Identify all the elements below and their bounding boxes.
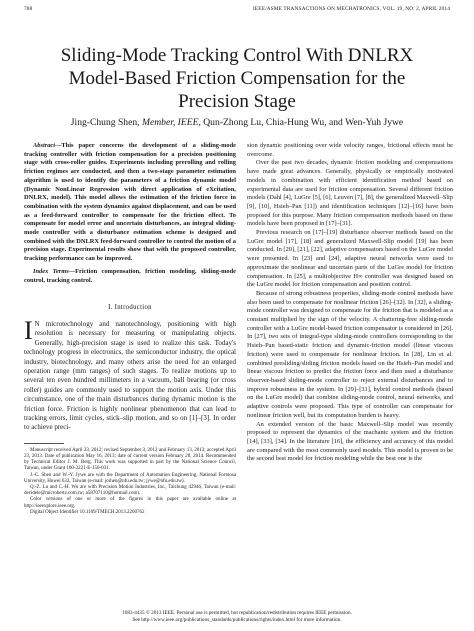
index-terms-text: —Friction compensation, friction modeling, sliding-mode control, tracking control. [24,267,236,284]
author-list [30,117,444,128]
body-paragraph: Over the past two decades, dynamic friction modeling and compensations have made great advances. Generally, physically or empirically motivated models in combination with efficient identification method based on experimental data are used for friction compensation. Several different friction models (Dahl [4], LuGre [5], [6], Leuven [7], [8], the generalized Maxwell–Slip [9], [10], Hsieh–Pan [11]) and identification techniques [12]–[16] have been proposed for this purpose. Many friction compensation methods based on these models have been proposed in [17]–[31]. [247,159,453,228]
body-paragraph: Previous research on [17]–[19] disturbance observer methods based on the LuGre model [17], [18] and generalized Maxwell-Slip model [19] has been conducted. In [20], [21], [22], adaptive compensators based on the LuGre model were presented. In [23] and [24], adaptive neural networks were used to approximate the nonlinear and uncertain parts of the LuGre model for friction compensation. In [25], a multiobjective H∞ controller was designed based on the LuGre model for friction compensation and position control. [247,229,453,289]
section-heading: I. Introduction [108,304,152,312]
abstract-label: Abstract [33,142,56,149]
abstract [24,142,236,264]
body-paragraph: Because of strong robustness properties, sliding-mode control methods have also been used to compensate for nonlinear friction [26]–[32]. In [32], a sliding-mode controller was designed to compensate for the friction that is modeled as a constant multiplied by the sign of the velocity. A chattering-free sliding-mode controller with a LuGre model-based friction compensator is considered in [26]. In [27], two sets of integral-type sliding-mode controllers corresponding to the Hsieh–Pan based-static friction and dynamic-friction model (linear viscous friction) were used to compensate for nonlinear friction. In [28], Lin et al. combined presliding/sliding friction models based on the Hsieh–Pan model and linear viscous friction to predict the friction force and then used a disturbance observer-based sliding-mode controller to reject external disturbances and to improve robustness in the system. In [29]–[31], hybrid control methods (based on the LuGre model) that combine sliding-mode control, neural networks, and adaptive controls were proposed. This type of controller can compensate for nonlinear friction well, but its computation burden is heavy. [247,289,453,419]
footnote-manuscript: Manuscript received April 23, 2012; revised September 3, 2012 and February 13, 2013; accepted April 23, 2013. Date of publication May 16, 2013; date of current version February 20, 2014. Recommended by Technical Editor J. M. Berg. This work was supported in part by the National Science Council, Taiwan, under Grant 100-2221-E-150-031. [24,447,236,472]
intro-text: N microtechnology and nanotechnology, positioning with high resolution is necessary for measuring or manipulating objects. Generally, high-precision stage is used to realize this task. Today's technology progress in electronics, the semiconductor industry, the optical industry, biotechnology, and many others arise the need for an enlarged operation range (mm ranges) of such stages. To realize motions up to several ten even hundred millimeters in a vacuum, ball bearing (or cross roller) guides are commonly used to support the motion axis. Under this circumstance, one of the main disturbances during dynamic motion is the friction force. Friction is highly nonlinear phenomenon that can lead to tracking errors, limit cycles, stick–slip motion, and so on [1]–[3]. In order to achieve preci- [24,319,236,432]
author-membership: Member, IEEE [141,117,199,128]
author-rest: , Qun-Zhong Lu, Chia-Hung Wu, and Wen-Yuh Jywe [198,117,404,128]
footnote-affiliation-1: J.-C. Shen and W.-Y. Jywe are with the Department of Automation Engineering, National Formosa University, Huwei 632, Taiwan (e-mail: jcshen@nfu.edu.tw; jywe@nfu.edu.tw). [24,472,236,484]
body-paragraph: sion dynamic positioning over wide velocity ranges, frictional effects must be overcome. [247,142,453,158]
author-first: Jing-Chung Shen, [70,117,142,128]
footnote-doi: Digital Object Identifier 10.1109/TMECH.2013.2260762 [30,509,145,515]
journal-name: IEEE/ASME TRANSACTIONS ON MECHATRONICS, VOL. 19, NO. 2, APRIL 2014 [253,6,450,12]
index-terms [24,268,236,285]
footnotes [24,448,236,516]
body-paragraph: An extended version of the basic Maxwell–Slip model was recently proposed to represent the dynamics of the machanic system and the friction [14], [33], [34]. In the literature [16], the efficiency and accuracy of this model are compared with the most commonly used models. This model is proven to be the second best model for friction modeling while the best one is the [247,420,453,463]
page-header [24,6,450,16]
drop-cap: I [24,315,33,345]
footnote-color: Color versions of one or more of the figures in this paper are available online at http://ieeexplore.ieee.org. [24,497,236,509]
abstract-text: —This paper concerns the development of a sliding-mode tracking controller with friction compensation for a precision positioning stage with cross-roller guides. Experiments including prerolling and rolling friction regimes are conducted, and then a two-stage parameter estimation algorithm is used to identify the parameters of a friction dynamic model (Dynamic NonLinear Regression with direct application of eXcitation, DNLRX, model). This model allows the estimation of the friction force in combination with the system dynamics against displacement, and can be used as a feed-forward controller to compensate for the friction effect. To compensate for model error and uncertain disturbances, an integral sliding-mode controller with a disturbance estimation scheme is designed and combined with the DNLRX feed-forward controller to control the motion of a precision stage. Experimental results show that with the proposed controller, tracking performance can be improved. [24,142,236,263]
rights-link-line: See http://www.ieee.org/publications_standards/publications/rights/index.html for more information. [132,616,342,623]
paper-title: Sliding-Mode Tracking Control With DNLRX Model-Based Friction Compensation for the Precision Stage [60,45,414,112]
intro-paragraph [24,315,236,433]
right-column [247,142,453,464]
footnote-affiliation-2: Q.-Z. Lu and C.-H. Wu are with Precision Motion Industries, Inc., Taichung 42946, Taiwan (e-mail: decidele@microbertz.com.tw; a58707110@hotmail.com). [24,485,236,497]
index-terms-label: Index Terms [33,267,69,275]
copyright-footer [24,610,450,623]
left-column [24,142,236,516]
footnote-divider [24,443,64,444]
copyright-line: 1083-4435 © 2013 IEEE. Personal use is permitted, but republication/redistribution requires IEEE permission. [122,610,352,616]
page-number: 788 [24,6,33,12]
